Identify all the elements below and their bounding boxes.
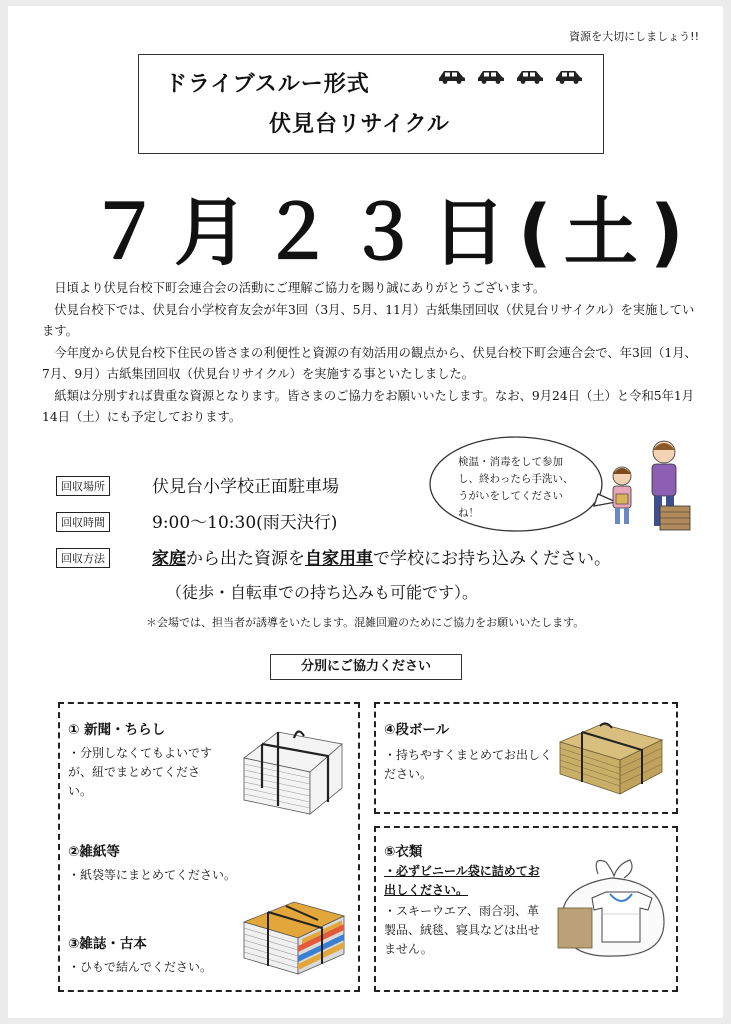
item-magazine-text: ・ひもで結んでください。: [68, 960, 213, 974]
car-icon: [437, 68, 467, 84]
title-box: [138, 54, 604, 154]
place-label: 回収場所: [56, 476, 110, 496]
paragraph: 伏見台校下では、伏見台小学校育友会が年3回（3月、5月、11月）古紙集団回収（伏見台リサイクル）を実施しています。: [42, 302, 695, 338]
car-icon: [554, 68, 584, 84]
tagline: 資源を大切にしましょう!!: [569, 30, 699, 43]
magazine-bundle-icon: [240, 894, 350, 978]
sort-title: 分別にご協力ください: [270, 654, 462, 680]
method-label: 回収方法: [56, 548, 110, 568]
item-clothes-title: ⑤衣類: [384, 844, 423, 860]
speech-bubble: [428, 434, 604, 534]
paragraph: 日頃より伏見台校下町会連合会の活動にご理解ご協力を賜り誠にありがとうございます。: [54, 281, 546, 295]
method-text: から出た資源を: [186, 549, 305, 569]
paragraph: 今年度から伏見台校下住民の皆さまの利便性と資源の有効活用の観点から、伏見台校下町会連合会で、年3回（1月、7月、9月）古紙集団回収（伏見台リサイクル）を実施する事といたしました。: [42, 345, 697, 381]
cardboard-bundle-icon: [556, 716, 668, 802]
item-clothes-warning: ・必ずビニール袋に詰めてお出しください。: [384, 864, 540, 897]
item-cardboard-text: ・持ちやすくまとめてお出しください。: [384, 748, 553, 781]
item-misc-title: ②雑紙等: [68, 844, 120, 860]
title-line1: ドライブスルー形式: [165, 72, 370, 97]
item-misc-text: ・紙袋等にまとめてください。: [68, 868, 237, 882]
flyer-page: [8, 6, 723, 1018]
paragraph: 紙類は分別すれば貴重な資源となります。皆さまのご協力をお願いいたします。なお、9月24日（土）と令和5年1月14日（土）にも予定しております。: [42, 388, 694, 424]
place-value: 伏見台小学校正面駐車場: [152, 477, 339, 497]
event-date: ７月２３日(土): [88, 190, 696, 276]
title-line2: 伏見台リサイクル: [269, 112, 450, 137]
car-icon: [476, 68, 506, 84]
method-sub: （徒歩・自転車での持ち込みも可能です）。: [166, 583, 479, 602]
item-newspaper-title: ① 新聞・ちらし: [68, 722, 166, 738]
method-value: [152, 544, 611, 569]
bubble-text: 検温・消毒をして参加し、終わったら手洗い、うがいをしてくださいね！: [458, 456, 574, 519]
item-cardboard-title: ④段ボール: [384, 722, 450, 738]
clothes-bag-icon: [552, 852, 672, 962]
method-home: 家庭: [152, 549, 186, 569]
car-icon: [515, 68, 545, 84]
item-magazine-title: ③雑誌・古本: [68, 936, 147, 952]
sorting-box-left: [58, 702, 360, 992]
venue-note: ＊会場では、担当者が誘導をいたします。混雑回避のためにご協力をお願いいたします。: [146, 616, 585, 629]
intro-paragraphs: [42, 278, 702, 429]
newspaper-bundle-icon: [238, 718, 348, 818]
children-illustration: [604, 424, 694, 544]
time-label: 回収時間: [56, 512, 110, 532]
method-car: 自家用車: [305, 549, 373, 569]
time-value: 9:00〜10:30(雨天決行): [152, 513, 338, 533]
method-text: で学校にお持ち込みください。: [373, 549, 611, 569]
sorting-box-clothes: [374, 826, 678, 992]
car-icons: [437, 68, 588, 88]
item-clothes-text: ・スキーウエア、雨合羽、革製品、絨毯、寝具などは出せません。: [384, 904, 541, 956]
sorting-box-cardboard: [374, 702, 678, 814]
item-newspaper-text: ・分別しなくてもよいですが、紐でまとめてください。: [68, 746, 213, 798]
